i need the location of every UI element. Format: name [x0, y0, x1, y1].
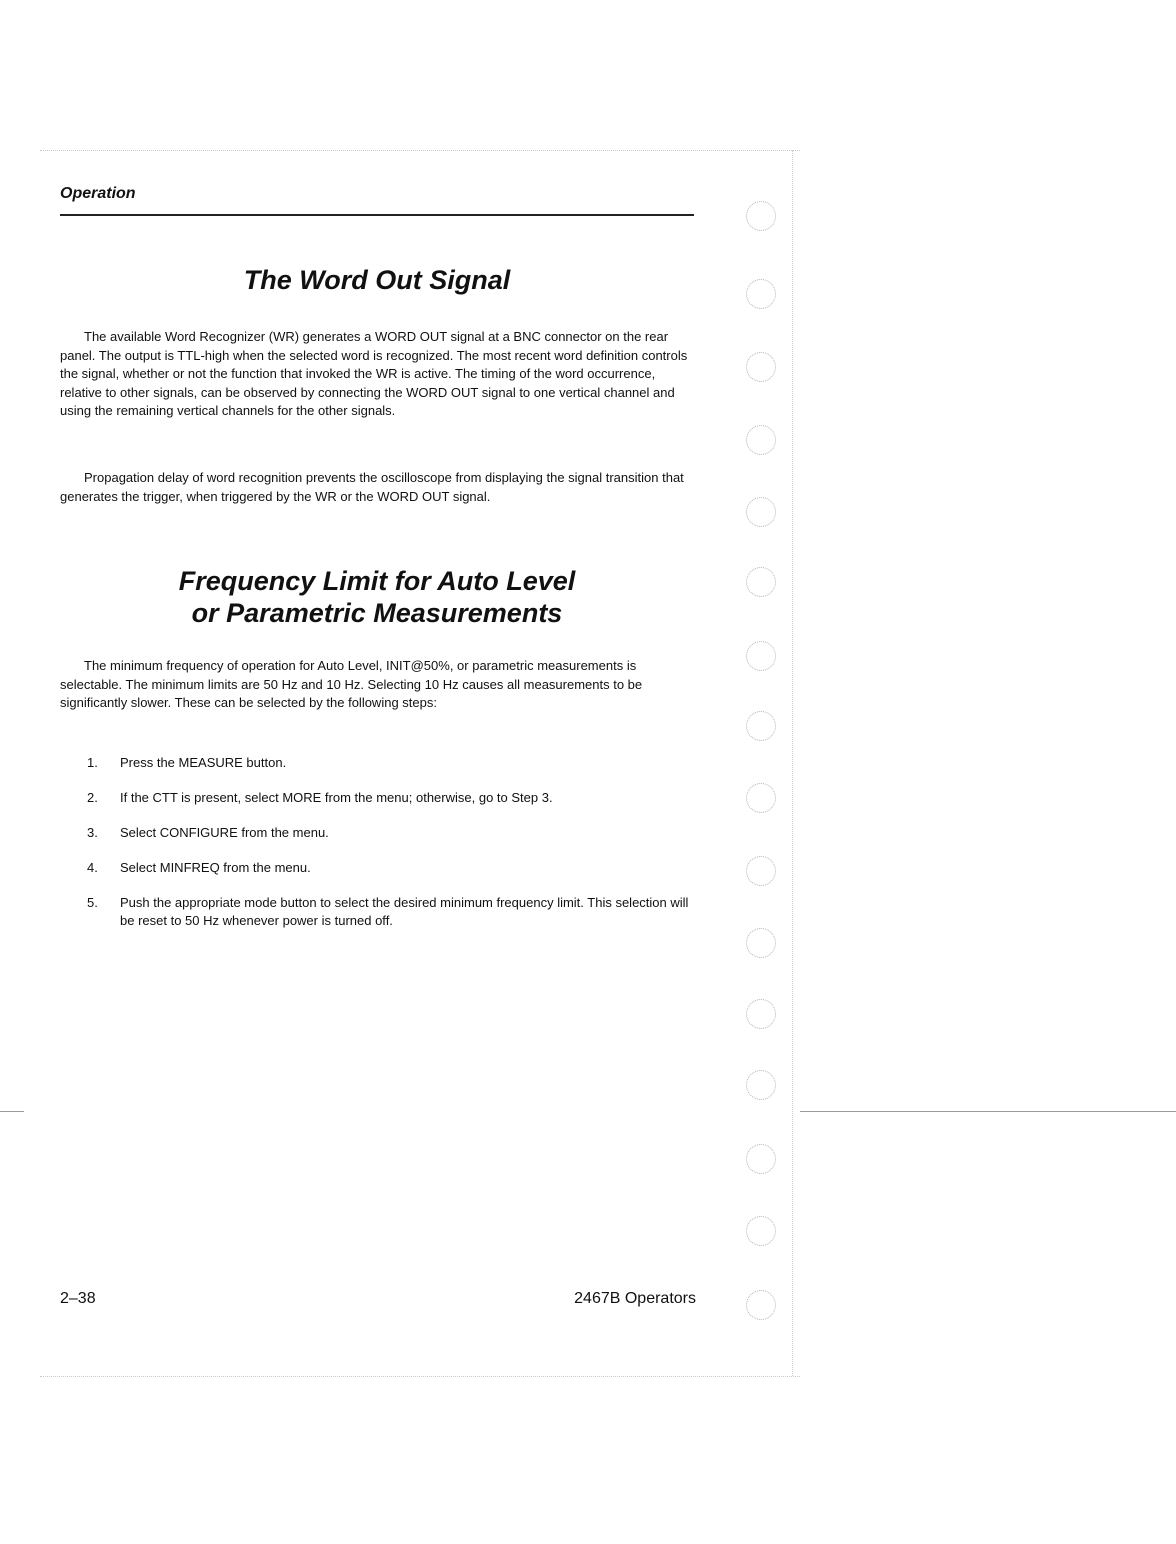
step-text: Press the MEASURE button.	[120, 755, 287, 770]
step-number: 2.	[87, 790, 98, 805]
step-text: Push the appropriate mode button to select the desired minimum frequency limit. This selection will be reset to 50 Hz whenever power is turned off.	[120, 895, 689, 928]
binding-edge	[792, 150, 793, 1376]
binder-hole-icon	[746, 1216, 776, 1246]
page-edge-bottom	[40, 1376, 800, 1377]
binder-hole-icon	[746, 201, 776, 231]
step-number: 1.	[87, 755, 98, 770]
page-edge-top	[40, 150, 800, 151]
binder-hole-icon	[746, 497, 776, 527]
step-text: If the CTT is present, select MORE from the menu; otherwise, go to Step 3.	[120, 790, 553, 805]
binder-hole-icon	[746, 1070, 776, 1100]
steps-list	[60, 754, 700, 947]
binder-hole-icon	[746, 1144, 776, 1174]
step-number: 4.	[87, 860, 98, 875]
step-text: Select CONFIGURE from the menu.	[120, 825, 329, 840]
list-item	[60, 789, 700, 807]
section-title-frequency-limit	[60, 565, 694, 629]
title-line-1: Frequency Limit for Auto Level	[178, 566, 576, 596]
binder-hole-icon	[746, 567, 776, 597]
trim-line	[800, 1111, 1176, 1112]
section-label: Operation	[60, 185, 136, 202]
binder-hole-icon	[746, 1290, 776, 1320]
trim-mark	[0, 1111, 24, 1112]
list-item	[60, 859, 700, 877]
paragraph-propagation-delay: Propagation delay of word recognition prevents the oscilloscope from displaying the signal transition that generates the trigger, when triggered by the WR or the WORD OUT signal.	[60, 470, 684, 504]
list-item	[60, 824, 700, 842]
header-rule	[60, 214, 694, 216]
title-line-2: or Parametric Measurements	[191, 598, 563, 628]
step-text: Select MINFREQ from the menu.	[120, 860, 311, 875]
page-number: 2–38	[60, 1290, 96, 1307]
step-number: 5.	[87, 895, 98, 910]
paragraph-frequency-intro: The minimum frequency of operation for Auto Level, INIT@50%, or parametric measurements is selectable. The minimum limits are 50 Hz and 10 Hz. Selecting 10 Hz causes all measurements to be significantly slower. These can be selected by the following steps:	[60, 658, 643, 711]
binder-hole-icon	[746, 425, 776, 455]
paragraph-word-out: The available Word Recognizer (WR) generates a WORD OUT signal at a BNC connector on the rear panel. The output is TTL-high when the selected word is recognized. The most recent word definition controls the signal, whether or not the function that invoked the WR is active. The timing of the word occurrence, relative to other signals, can be observed by connecting the WORD OUT signal to one vertical channel and using the remaining vertical channels for the other signals.	[60, 329, 688, 419]
binder-hole-icon	[746, 856, 776, 886]
manual-title: 2467B Operators	[574, 1290, 696, 1307]
list-item	[60, 754, 700, 772]
step-number: 3.	[87, 825, 98, 840]
binder-hole-icon	[746, 641, 776, 671]
binder-hole-icon	[746, 352, 776, 382]
binder-hole-icon	[746, 783, 776, 813]
binder-hole-icon	[746, 928, 776, 958]
binder-hole-icon	[746, 711, 776, 741]
list-item	[60, 894, 700, 930]
binder-hole-icon	[746, 279, 776, 309]
binder-hole-icon	[746, 999, 776, 1029]
section-title-word-out: The Word Out Signal	[243, 265, 511, 295]
